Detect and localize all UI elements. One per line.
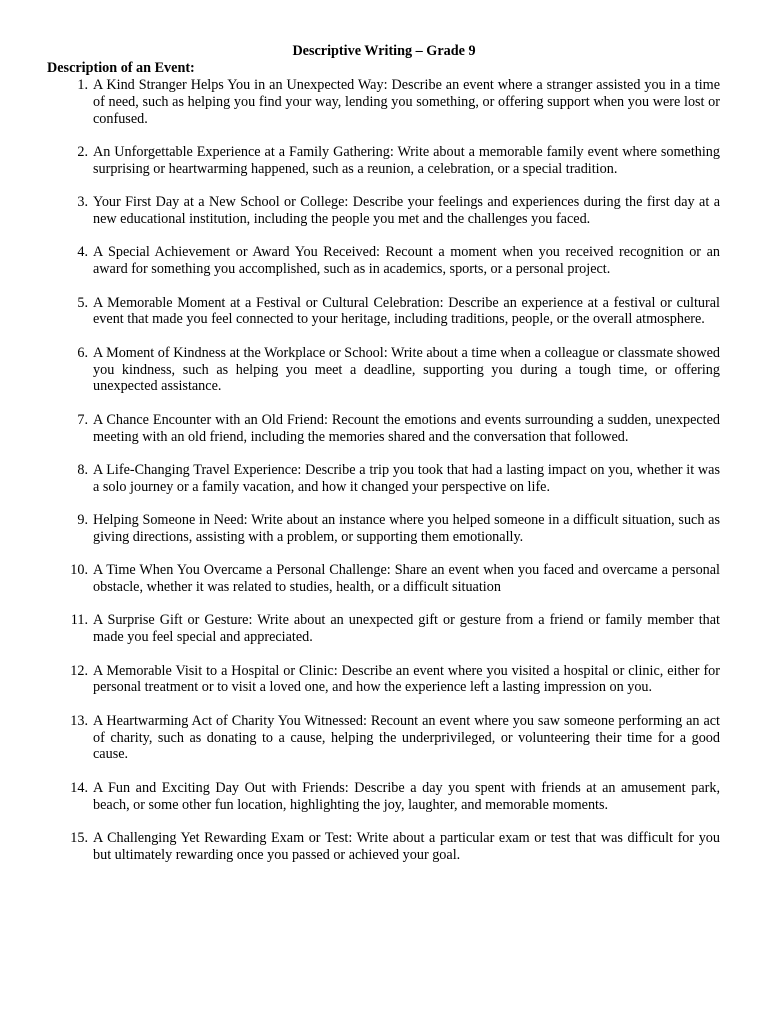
item-text: A Memorable Visit to a Hospital or Clinic: Describe an event where you visited a hospital or clinic, either for personal treatment or to visit a loved one, and how the experience left a lasting impression on you. bbox=[93, 662, 720, 696]
item-number: 3. bbox=[77, 194, 88, 211]
item-text: A Surprise Gift or Gesture: Write about an unexpected gift or gesture from a friend or family member that made you feel special and appreciated. bbox=[93, 612, 720, 646]
item-text: Helping Someone in Need: Write about an instance where you helped someone in a difficult situation, such as giving directions, assisting with a problem, or supporting them emotionally. bbox=[93, 512, 720, 545]
list-item bbox=[47, 512, 720, 546]
item-text: Your First Day at a New School or College: Describe your feelings and experiences during the first day at a new educational institution, including the people you met and the challenges you faced. bbox=[93, 194, 720, 227]
item-text: A Challenging Yet Rewarding Exam or Test: Write about a particular exam or test that was difficult for you but ultimately rewarding once you passed or achieved your goal. bbox=[93, 830, 720, 863]
item-number: 8. bbox=[77, 461, 88, 478]
list-item bbox=[47, 412, 720, 446]
item-number: 12. bbox=[70, 662, 88, 679]
item-number: 4. bbox=[77, 244, 88, 261]
list-item bbox=[47, 144, 720, 178]
document-title: Descriptive Writing – Grade 9 bbox=[292, 43, 476, 59]
list-item bbox=[47, 562, 720, 596]
item-number: 1. bbox=[77, 77, 88, 93]
item-number: 10. bbox=[70, 562, 88, 579]
list-item bbox=[47, 77, 720, 127]
list-item bbox=[47, 295, 720, 329]
item-text: A Chance Encounter with an Old Friend: Recount the emotions and events surrounding a sudden, unexpected meeting with an old friend, including the memories shared and the conversation that followed. bbox=[93, 411, 720, 445]
item-text: A Fun and Exciting Day Out with Friends: Describe a day you spent with friends at an amusement park, beach, or some other fun location, highlighting the joy, laughter, and memorable moments. bbox=[93, 779, 720, 813]
item-number: 13. bbox=[70, 712, 88, 729]
item-text: A Moment of Kindness at the Workplace or School: Write about a time when a colleague or classmate showed you kindness, such as helping you meet a deadline, supporting you during a tough time, or offering unexpected assistance. bbox=[93, 344, 720, 395]
item-text: A Special Achievement or Award You Received: Recount a moment when you received recognition or an award for something you accomplished, such as in academics, sports, or a personal project. bbox=[93, 244, 720, 278]
list-item bbox=[47, 713, 720, 763]
list-item bbox=[47, 462, 720, 496]
item-text: A Kind Stranger Helps You in an Unexpected Way: Describe an event where a stranger assisted you in a time of need, such as helping you find your way, lending you something, or offering support when you were lost or confused. bbox=[93, 77, 720, 127]
item-number: 15. bbox=[70, 830, 88, 847]
item-text: A Memorable Moment at a Festival or Cultural Celebration: Describe an experience at a festival or cultural event that made you feel connected to your heritage, including traditions, people, or the overall atmosphere. bbox=[93, 294, 720, 328]
item-text: An Unforgettable Experience at a Family Gathering: Write about a memorable family event where something surprising or heartwarming happened, such as a reunion, a celebration, or a special tradition. bbox=[93, 143, 720, 177]
list-item bbox=[47, 345, 720, 395]
item-text: A Time When You Overcame a Personal Challenge: Share an event when you faced and overcame a personal obstacle, whether it was related to studies, health, or a difficult situation bbox=[93, 562, 720, 596]
list-item bbox=[47, 194, 720, 228]
list-item bbox=[47, 612, 720, 646]
item-number: 14. bbox=[70, 779, 88, 796]
item-number: 9. bbox=[77, 512, 88, 529]
list-item bbox=[47, 830, 720, 864]
prompt-list bbox=[47, 77, 720, 880]
list-item bbox=[47, 780, 720, 814]
item-text: A Life-Changing Travel Experience: Describe a trip you took that had a lasting impact on you, whether it was a solo journey or a family vacation, and how it changed your perspective on life. bbox=[93, 461, 720, 495]
item-number: 7. bbox=[77, 411, 88, 428]
list-item bbox=[47, 663, 720, 697]
item-number: 2. bbox=[77, 143, 88, 160]
section-heading: Description of an Event: bbox=[47, 60, 195, 76]
item-number: 11. bbox=[70, 612, 88, 629]
item-number: 6. bbox=[77, 344, 88, 361]
list-item bbox=[47, 244, 720, 278]
item-number: 5. bbox=[77, 294, 88, 311]
item-text: A Heartwarming Act of Charity You Witnessed: Recount an event where you saw someone performing an act of charity, such as donating to a cause, helping the underprivileged, or volunteering their time for a good cause. bbox=[93, 712, 720, 763]
